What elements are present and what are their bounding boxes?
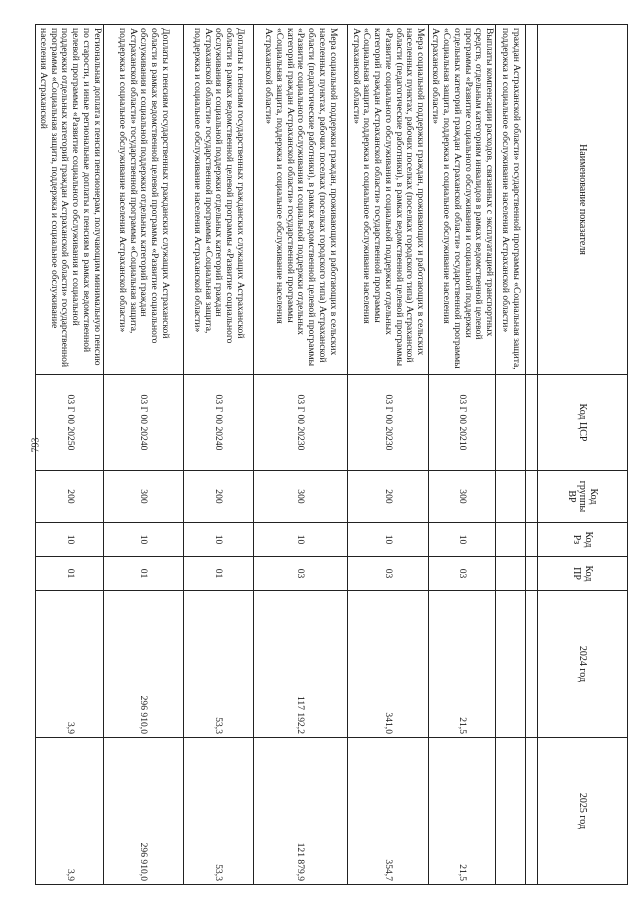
table-row <box>183 25 253 885</box>
row-csr: 03 Г 00 20240 <box>183 375 253 471</box>
row-vr: 200 <box>183 471 253 523</box>
table-header-row <box>538 25 628 885</box>
row-name: Мера социальной поддержки граждан, проживающих и работающих в сельских населенных пунктах, рабочих поселках (поселках городского типа) Астраханской области (педагогические работники), в рамках ведомственной целевой программы «Развитие социального обслуживания и социальной поддержки отдельных категорий граждан Астраханской области» государственной программы «Социальная защита, поддержка и социальное обслуживание населения Астраханской области» <box>253 25 347 375</box>
row-csr: 03 Г 00 20230 <box>253 375 347 471</box>
row-2025 <box>496 738 526 885</box>
row-vr: 300 <box>103 471 183 523</box>
row-csr: 03 Г 00 20250 <box>36 375 103 471</box>
row-pr: 03 <box>428 557 495 591</box>
header-rz: Код Рз <box>538 523 628 557</box>
row-csr: 03 Г 00 20240 <box>103 375 183 471</box>
row-2024: 21,5 <box>428 591 495 738</box>
table-row <box>253 25 347 885</box>
row-vr: 200 <box>347 471 428 523</box>
row-2025: 53,3 <box>183 738 253 885</box>
row-name: Доплаты к пенсиям государственных гражданских служащих Астраханской области в рамках ведомственной целевой программы «Развитие социального обслуживания и социальной поддержки отдельных категорий граждан Астраханской области» государственной программы «Социальная защита, поддержка и социальное обслуживание населения Астраханской области» <box>103 25 183 375</box>
row-vr: 300 <box>253 471 347 523</box>
row-name: Мера социальной поддержки граждан, проживающих и работающих в сельских населенных пунктах, рабочих поселках (поселках городского типа) Астраханской области (педагогические работники), в рамках ведомственной целевой программы «Развитие социального обслуживания и социальной поддержки отдельных категорий граждан Астраханской области» государственной программы «Социальная защита, поддержка и социальное обслуживание населения Астраханской области» <box>347 25 428 375</box>
row-pr: 03 <box>253 557 347 591</box>
row-pr: 01 <box>36 557 103 591</box>
row-2024 <box>496 591 526 738</box>
table-row <box>36 25 103 885</box>
row-csr <box>496 375 526 471</box>
table-row <box>347 25 428 885</box>
row-2024: 53,3 <box>183 591 253 738</box>
row-pr: 01 <box>183 557 253 591</box>
row-name: Выплаты компенсации расходов, связанных с эксплуатацией транспортных средств, отдельным категориям инвалидов в рамках ведомственной целевой программы «Развитие социального обслуживания и социальной поддержки отдельных категорий граждан Астраханской области» государственной программы «Социальная защита, поддержка и социальное обслуживание населения Астраханской области» <box>428 25 495 375</box>
header-2024: 2024 год <box>538 591 628 738</box>
row-vr: 200 <box>36 471 103 523</box>
page-number: 793 <box>30 437 42 453</box>
header-2025: 2025 год <box>538 738 628 885</box>
rotated-page <box>37 24 628 884</box>
budget-table <box>35 24 628 885</box>
row-name: Региональная доплата к пенсии пенсионерам, получающим минимальную пенсию по старости, и иные региональные доплаты к пенсиям в рамках ведомственной целевой программы «Развитие социального обслуживания и социальной поддержки отдельных категорий граждан Астраханской области» государственной программы «Социальная защита, поддержка и социальное обслуживание населения Астраханской <box>36 25 103 375</box>
row-vr <box>496 471 526 523</box>
row-name: граждан Астраханской области» государственной программы «Социальная защита, поддержка и социальное обслуживание населения Астраханской области» <box>496 25 526 375</box>
header-csr: Код ЦСР <box>538 375 628 471</box>
header-vr: Код группы ВР <box>538 471 628 523</box>
table-row <box>496 25 526 885</box>
column-index-row <box>526 25 538 885</box>
row-2024: 296 910,0 <box>103 591 183 738</box>
table-row <box>428 25 495 885</box>
row-rz: 10 <box>36 523 103 557</box>
row-csr: 03 Г 00 20210 <box>428 375 495 471</box>
row-pr: 01 <box>103 557 183 591</box>
row-name: Доплаты к пенсиям государственных гражданских служащих Астраханской области в рамках ведомственной целевой программы «Развитие социального обслуживания и социальной поддержки отдельных категорий граждан Астраханской области» государственной программы «Социальная защита, поддержка и социальное обслуживание населения Астраханской области» <box>183 25 253 375</box>
header-pr: Код ПР <box>538 557 628 591</box>
row-2024: 3,9 <box>36 591 103 738</box>
row-rz <box>496 523 526 557</box>
row-2024: 117 192,2 <box>253 591 347 738</box>
row-rz: 10 <box>103 523 183 557</box>
row-2025: 121 879,9 <box>253 738 347 885</box>
row-vr: 300 <box>428 471 495 523</box>
row-pr: 03 <box>347 557 428 591</box>
row-pr <box>496 557 526 591</box>
table-row <box>103 25 183 885</box>
row-rz: 10 <box>428 523 495 557</box>
row-2024: 341,0 <box>347 591 428 738</box>
row-2025: 354,7 <box>347 738 428 885</box>
row-rz: 10 <box>253 523 347 557</box>
row-2025: 21,5 <box>428 738 495 885</box>
row-2025: 296 910,0 <box>103 738 183 885</box>
row-csr: 03 Г 00 20230 <box>347 375 428 471</box>
row-2025: 3,9 <box>36 738 103 885</box>
row-rz: 10 <box>347 523 428 557</box>
row-rz: 10 <box>183 523 253 557</box>
header-name: Наименование показателя <box>538 25 628 375</box>
